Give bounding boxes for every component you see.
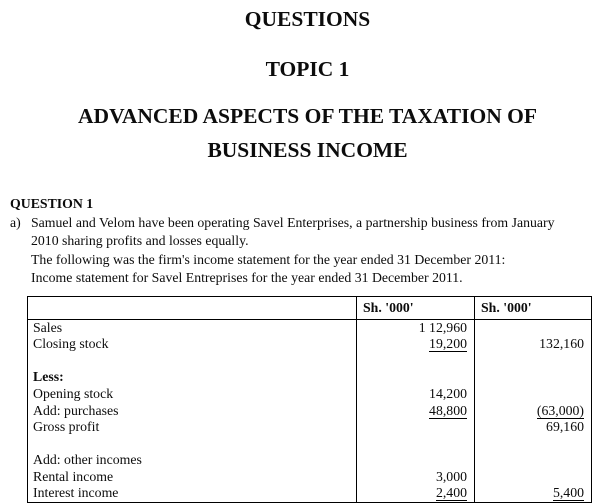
paragraph-line: Samuel and Velom have been operating Savel Enterprises, a partnership business from January bbox=[31, 214, 555, 230]
amount-cell bbox=[474, 419, 591, 436]
table-row-gross-profit bbox=[28, 419, 591, 436]
amount-cell bbox=[356, 369, 474, 386]
amount-cell bbox=[356, 386, 474, 403]
amount-cell bbox=[356, 452, 474, 469]
paragraph-line: 2010 sharing profits and losses equally. bbox=[31, 233, 249, 249]
table-row-blank bbox=[28, 353, 591, 370]
amount-cell bbox=[474, 369, 591, 386]
header-cell-blank bbox=[28, 297, 356, 319]
amount-value: 3,000 bbox=[435, 468, 467, 484]
row-label bbox=[28, 436, 356, 453]
amount-value-underlined: 2,400 bbox=[435, 485, 467, 501]
column-header-sh000-2: Sh. '000' bbox=[474, 297, 591, 319]
amount-cell bbox=[356, 485, 474, 502]
row-label: Sales bbox=[33, 319, 63, 335]
amount-value: 69,160 bbox=[546, 419, 584, 435]
amount-cell bbox=[356, 353, 474, 370]
topic-title: TOPIC 1 bbox=[265, 56, 350, 81]
amount-cell bbox=[474, 353, 591, 370]
row-label: Less: bbox=[33, 369, 64, 385]
row-label: Closing stock bbox=[33, 336, 109, 352]
amount-cell bbox=[356, 469, 474, 486]
amount-cell bbox=[474, 452, 591, 469]
amount-cell bbox=[474, 469, 591, 486]
amount-value-underlined: (63,000) bbox=[536, 402, 584, 418]
table-row-add-purchases bbox=[28, 403, 591, 420]
question-text bbox=[31, 214, 605, 288]
table-header-row bbox=[28, 297, 591, 320]
row-label: Add: purchases bbox=[33, 402, 119, 418]
table-row-closing-stock bbox=[28, 336, 591, 353]
amount-value-underlined: 5,400 bbox=[552, 485, 584, 501]
row-label bbox=[28, 353, 356, 370]
chapter-title bbox=[10, 99, 605, 167]
paragraph-line: The following was the firm's income statement for the year ended 31 December 2011: bbox=[31, 251, 506, 267]
amount-cell bbox=[356, 419, 474, 436]
table-row-opening-stock bbox=[28, 386, 591, 403]
table-row-rental-income bbox=[28, 469, 591, 486]
amount-value-underlined: 48,800 bbox=[429, 402, 467, 418]
amount-value: 14,200 bbox=[429, 385, 467, 401]
amount-cell bbox=[356, 436, 474, 453]
table-row-blank bbox=[28, 436, 591, 453]
chapter-title-line-2: BUSINESS INCOME bbox=[207, 138, 408, 162]
chapter-title-line-1: ADVANCED ASPECTS OF THE TAXATION OF bbox=[78, 104, 537, 128]
list-marker: a) bbox=[10, 214, 21, 230]
row-label: Opening stock bbox=[33, 385, 114, 401]
row-label: Rental income bbox=[33, 468, 114, 484]
page-title: QUESTIONS bbox=[244, 7, 371, 31]
amount-cell bbox=[474, 320, 591, 337]
amount-cell bbox=[474, 336, 591, 353]
table-row-sales bbox=[28, 320, 591, 337]
amount-cell bbox=[356, 336, 474, 353]
row-label: Add: other incomes bbox=[33, 452, 142, 468]
amount-cell bbox=[474, 436, 591, 453]
question-heading: QUESTION 1 bbox=[10, 196, 94, 211]
income-statement-table bbox=[27, 296, 592, 504]
amount-cell bbox=[356, 320, 474, 337]
amount-value: 1 12,960 bbox=[418, 319, 467, 335]
row-label: Interest income bbox=[33, 485, 119, 501]
column-header-sh000-1: Sh. '000' bbox=[356, 297, 474, 319]
table-row-less bbox=[28, 369, 591, 386]
amount-cell bbox=[474, 403, 591, 420]
row-label: Gross profit bbox=[33, 419, 100, 435]
question-part-a bbox=[10, 214, 605, 288]
table-row-interest-income bbox=[28, 485, 591, 502]
table-row-add-other-incomes bbox=[28, 452, 591, 469]
amount-cell bbox=[474, 386, 591, 403]
amount-value: 132,160 bbox=[539, 336, 584, 352]
amount-value-underlined: 19,200 bbox=[429, 336, 467, 352]
paragraph-line: Income statement for Savel Entreprises for the year ended 31 December 2011. bbox=[31, 270, 463, 286]
amount-cell bbox=[474, 485, 591, 502]
amount-cell bbox=[356, 403, 474, 420]
